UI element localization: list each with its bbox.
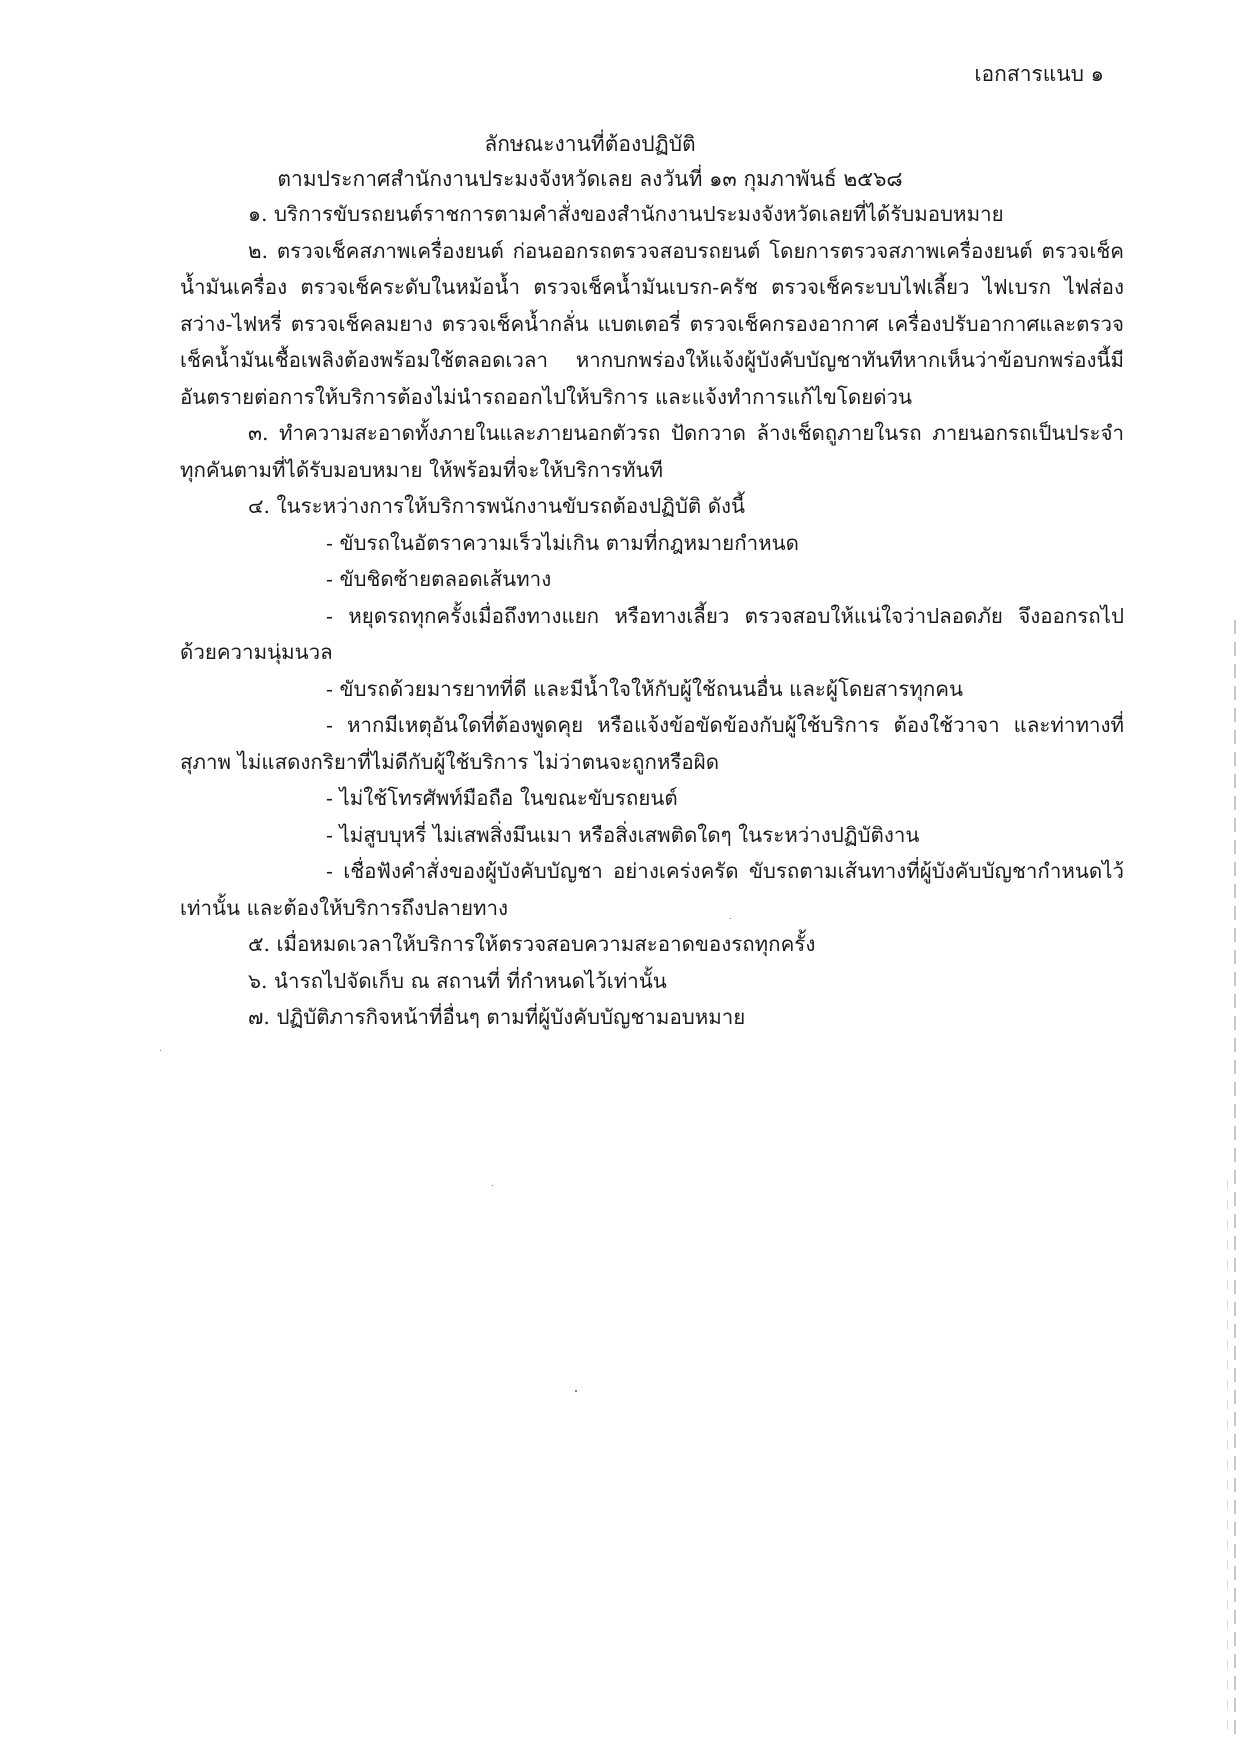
sub-item-keep-left: - ขับชิดซ้ายตลอดเส้นทาง — [326, 567, 552, 591]
item-6: ๖. นำรถไปจัดเก็บ ณ สถานที่ ที่กำหนดไว้เท่านั้น — [248, 968, 667, 993]
scan-speck — [575, 1390, 577, 1392]
document-title: ลักษณะงานที่ต้องปฏิบัติ — [484, 132, 696, 156]
scan-speck — [160, 1050, 161, 1051]
scan-speck — [730, 918, 731, 919]
sub-item-obey-orders: - เชื่อฟังคำสั่งของผู้บังคับบัญชา อย่างเคร่งครัด ขับรถตามเส้นทางที่ผู้บังคับบัญชากำหนดไว้เท่านั้น และต้องให้บริการถึงปลายทาง — [180, 859, 1124, 920]
item-2: ๒. ตรวจเช็คสภาพเครื่องยนต์ ก่อนออกรถตรวจสอบรถยนต์ โดยการตรวจสภาพเครื่องยนต์ ตรวจเช็คน้ำมันเครื่อง ตรวจเช็คระดับในหม้อน้ำ ตรวจเช็คน้ำมันเบรก-ครัช ตรวจเช็คระบบไฟเลี้ยว ไฟเบรก ไฟส่องสว่าง-ไฟหรี่ ตรวจเช็คลมยาง ตรวจเช็คน้ำกลั่น แบตเตอรี่ ตรวจเช็คกรองอากาศ เครื่องปรับอากาศและตรวจเช็คน้ำมันเชื้อเพลิงต้องพร้อมใช้ตลอดเวลา หากบกพร่องให้แจ้งผู้บังคับบัญชาทันทีหากเห็นว่าข้อบกพร่องนี้มีอันตรายต่อการให้บริการต้องไม่นำรถออกไปให้บริการ และแจ้งทำการแก้ไขโดยด่วน — [180, 238, 1124, 409]
sub-item-courtesy: - ขับรถด้วยมารยาทที่ดี และมีน้ำใจให้กับผู้ใช้ถนนอื่น และผู้โดยสารทุกคน — [326, 676, 963, 701]
scan-edge-mark — [1234, 620, 1236, 1740]
sub-item-no-smoking: - ไม่สูบบุหรี่ ไม่เสพสิ่งมึนเมา หรือสิ่งเสพติดใดๆ ในระหว่างปฏิบัติงาน — [326, 822, 920, 847]
sub-item-no-phone: - ไม่ใช้โทรศัพท์มือถือ ในขณะขับรถยนต์ — [326, 786, 678, 810]
sub-item-polite-speech: - หากมีเหตุอันใดที่ต้องพูดคุย หรือแจ้งข้อขัดข้องกับผู้ใช้บริการ ต้องใช้วาจา และท่าทางที่สุภาพ ไม่แสดงกริยาที่ไม่ดีกับผู้ใช้บริการ ไม่ว่าตนจะถูกหรือผิด — [180, 713, 1124, 774]
item-4: ๔. ในระหว่างการให้บริการพนักงานขับรถต้องปฏิบัติ ดังนี้ — [248, 494, 746, 518]
item-1: ๑. บริการขับรถยนต์ราชการตามคำสั่งของสำนักงานประมงจังหวัดเลยที่ได้รับมอบหมาย — [248, 202, 1004, 226]
scan-speck — [492, 1185, 493, 1186]
sub-item-speed: - ขับรถในอัตราความเร็วไม่เกิน ตามที่กฎหมายกำหนด — [326, 530, 799, 555]
scan-edge-mark-secondary — [1227, 1180, 1228, 1740]
sub-item-stop-at-junction: - หยุดรถทุกครั้งเมื่อถึงทางแยก หรือทางเลี้ยว ตรวจสอบให้แน่ใจว่าปลอดภัย จึงออกรถไปด้วยความนุ่มนวล — [180, 603, 1124, 664]
attachment-label: เอกสารแนบ ๑ — [974, 62, 1104, 86]
item-5: ๕. เมื่อหมดเวลาให้บริการให้ตรวจสอบความสะอาดของรถทุกครั้ง — [248, 932, 816, 956]
document-subtitle: ตามประกาศสำนักงานประมงจังหวัดเลย ลงวันที่ ๑๓ กุมภาพันธ์ ๒๕๖๘ — [277, 167, 903, 191]
item-7: ๗. ปฏิบัติภารกิจหน้าที่อื่นๆ ตามที่ผู้บังคับบัญชามอบหมาย — [248, 1005, 746, 1029]
document-body — [180, 196, 1124, 1036]
item-3: ๓. ทำความสะอาดทั้งภายในและภายนอกตัวรถ ปัดกวาด ล้างเช็ดถูภายในรถ ภายนอกรถเป็นประจำทุกคันตามที่ได้รับมอบหมาย ให้พร้อมที่จะให้บริการทันที — [180, 421, 1124, 482]
